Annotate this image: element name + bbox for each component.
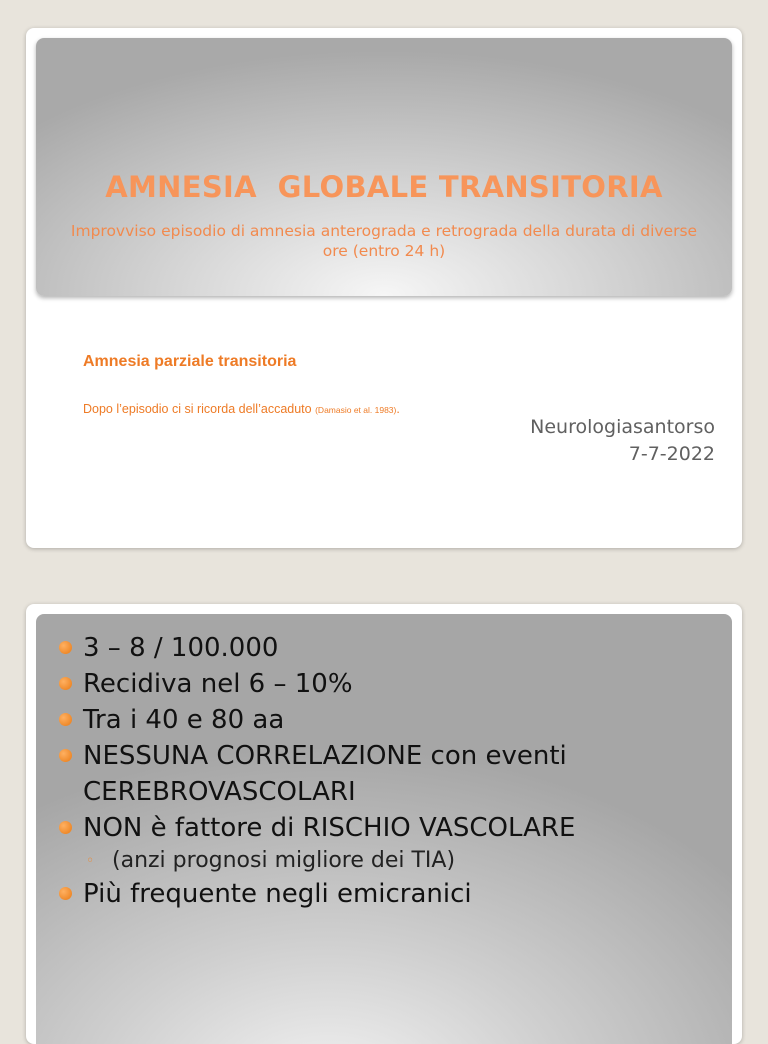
bullet-item (58, 666, 718, 702)
bullet-text: 3 – 8 / 100.000 (83, 633, 279, 663)
bullet-icon (59, 887, 72, 900)
bullet-text: (anzi prognosi migliore dei TIA) (112, 848, 456, 873)
bullet-text: NON è fattore di RISCHIO VASCOLARE (83, 813, 576, 843)
note-text: Dopo l’episodio ci si ricorda dell’accaduto (83, 402, 312, 416)
content-panel (36, 614, 732, 1044)
sub-bullet-item (58, 846, 718, 876)
note (83, 402, 400, 416)
author-block (530, 414, 715, 468)
bullet-item (58, 876, 718, 912)
bullet-item (58, 738, 718, 810)
title-slide (26, 28, 742, 548)
author-name: Neurologiasantorso (530, 416, 715, 438)
slide-title: AMNESIA GLOBALE TRANSITORIA (105, 170, 663, 204)
bullet-icon (59, 713, 72, 726)
bullet-item (58, 702, 718, 738)
circle-bullet-icon: ◦ (86, 853, 95, 869)
bullet-text: Recidiva nel 6 – 10% (83, 669, 353, 699)
title-banner (36, 38, 732, 296)
bullet-text: Tra i 40 e 80 aa (83, 705, 285, 735)
presentation-date: 7-7-2022 (628, 443, 715, 465)
bullet-item (58, 630, 718, 666)
bullet-icon (59, 641, 72, 654)
subheading: Amnesia parziale transitoria (83, 353, 297, 370)
bullet-list (58, 630, 718, 912)
bullet-item (58, 810, 718, 846)
bullet-icon (59, 749, 72, 762)
content-slide (26, 604, 742, 1044)
slide-subtitle: Improvviso episodio di amnesia anterograda e retrograda della durata di diverse ore (entro 24 h) (70, 222, 698, 260)
note-end: . (396, 402, 400, 416)
bullet-icon (59, 677, 72, 690)
bullet-icon (59, 821, 72, 834)
bullet-text: NESSUNA CORRELAZIONE con eventi CEREBROVASCOLARI (83, 741, 567, 807)
bullet-text: Più frequente negli emicranici (83, 879, 472, 909)
note-citation: (Damasio et al. 1983) (315, 405, 397, 415)
